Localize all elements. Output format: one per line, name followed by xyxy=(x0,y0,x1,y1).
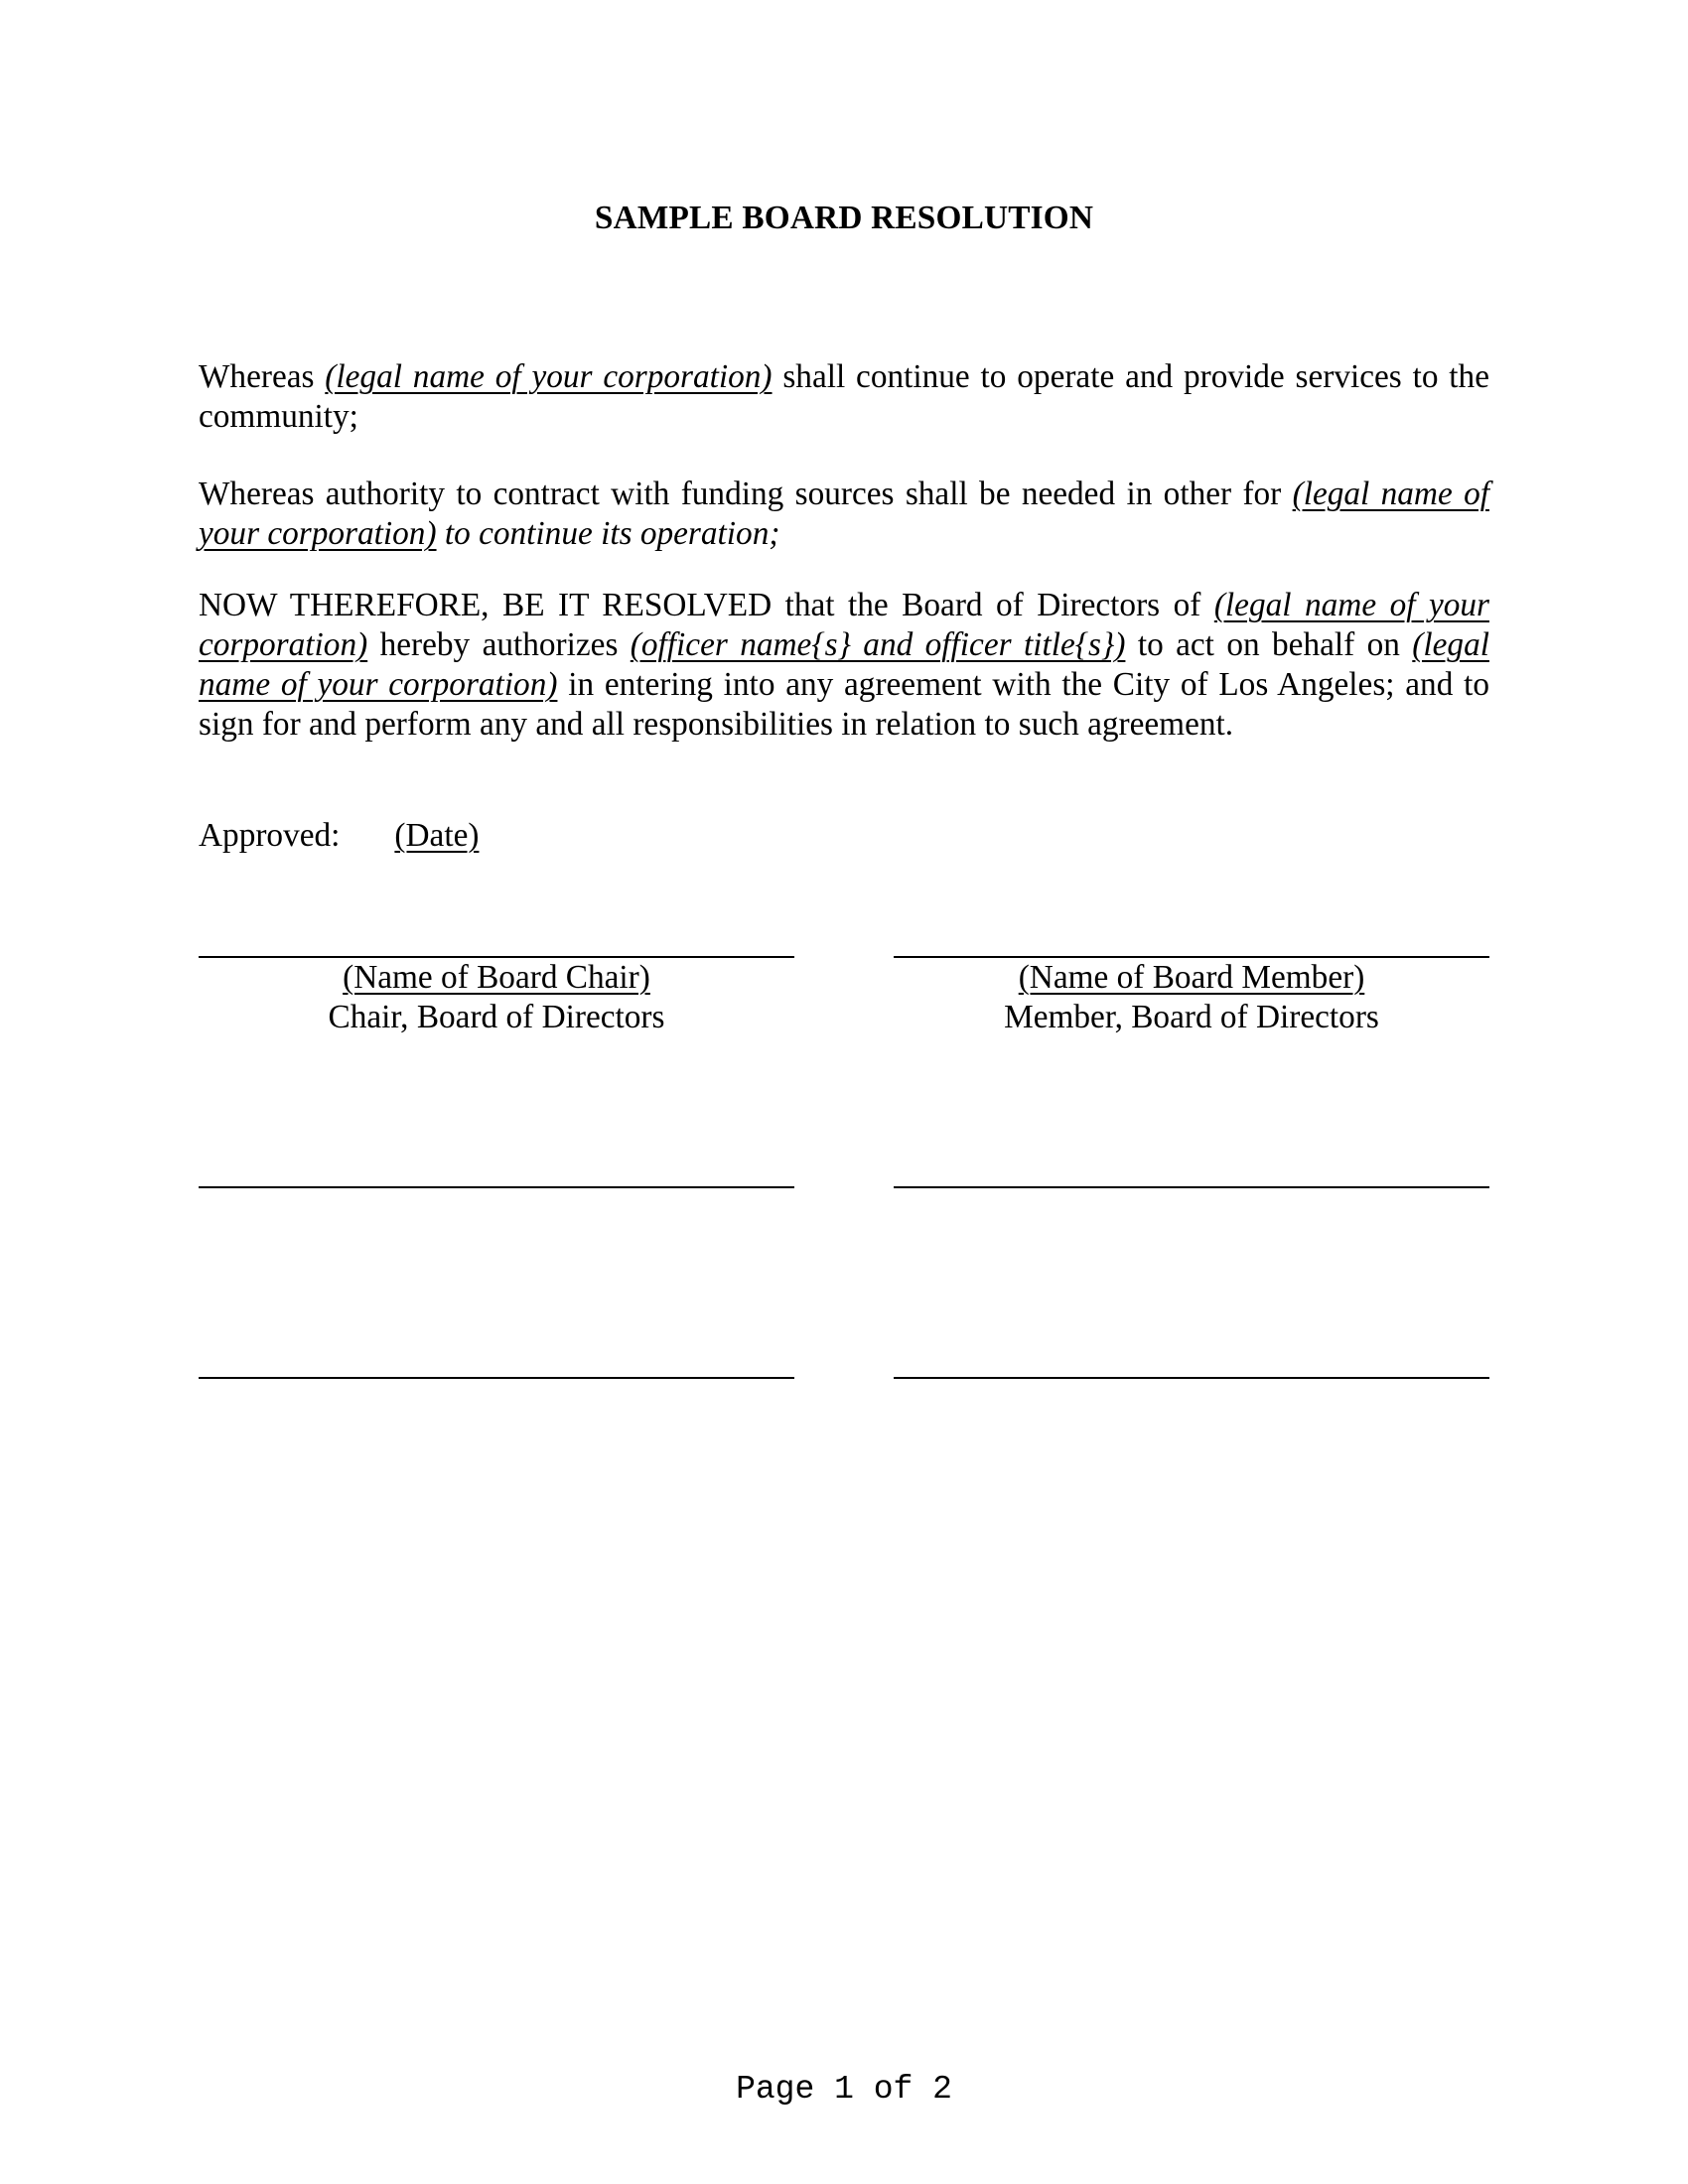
signature-line-member xyxy=(894,916,1489,958)
board-member-name-placeholder xyxy=(894,958,1489,998)
approved-label: Approved: xyxy=(199,817,341,854)
signature-col-member xyxy=(894,916,1489,1037)
signature-line-blank xyxy=(199,1337,794,1379)
signature-row-labeled xyxy=(199,916,1489,1037)
date-placeholder: (Date) xyxy=(394,817,480,854)
text-segment: (officer name{s} and officer title{s}) xyxy=(630,626,1126,663)
paragraph-resolution xyxy=(199,586,1489,745)
text-segment: Whereas xyxy=(199,358,326,395)
board-member-role: Member, Board of Directors xyxy=(1004,999,1379,1035)
text-segment: hereby authorizes xyxy=(367,626,631,663)
page-number: Page 1 of 2 xyxy=(736,2071,952,2108)
paragraph-whereas-2 xyxy=(199,475,1489,554)
signature-line-blank xyxy=(894,1147,1489,1188)
text-segment: Whereas authority to contract with funding sources shall be needed in other for xyxy=(199,476,1293,512)
board-chair-name-placeholder xyxy=(199,958,794,998)
board-chair-role: Chair, Board of Directors xyxy=(328,999,665,1035)
approval-row xyxy=(199,816,1489,856)
signature-line-blank xyxy=(894,1337,1489,1379)
text-segment: to act on behalf on xyxy=(1125,626,1413,663)
text-segment: (legal name of your corporation) xyxy=(199,587,1489,663)
document-title: SAMPLE BOARD RESOLUTION xyxy=(594,200,1094,236)
text-segment: (legal name of your corporation) xyxy=(325,358,773,395)
signature-line-chair xyxy=(199,916,794,958)
board-chair-name-text: (Name of Board Chair) xyxy=(343,959,650,996)
text-segment: in entering into any agreement with the City of Los Angeles; and to sign for and perform any and all responsibilities in relation to such agreement. xyxy=(199,666,1489,743)
text-segment: (legal name of your corporation) xyxy=(199,476,1489,552)
signature-row-blank-2 xyxy=(199,1337,1489,1379)
text-segment: shall continue to operate and provide services to the community; xyxy=(199,358,1489,435)
paragraph-whereas-1 xyxy=(199,357,1489,437)
signature-col-chair xyxy=(199,916,794,1037)
text-segment: to continue its operation; xyxy=(436,515,780,552)
signature-row-blank-1 xyxy=(199,1147,1489,1188)
text-segment: (legal name of your corporation) xyxy=(199,626,1489,703)
text-segment: NOW THEREFORE, BE IT RESOLVED that the Board of Directors of xyxy=(199,587,1214,623)
board-member-name-text: (Name of Board Member) xyxy=(1018,959,1365,996)
signature-line-blank xyxy=(199,1147,794,1188)
